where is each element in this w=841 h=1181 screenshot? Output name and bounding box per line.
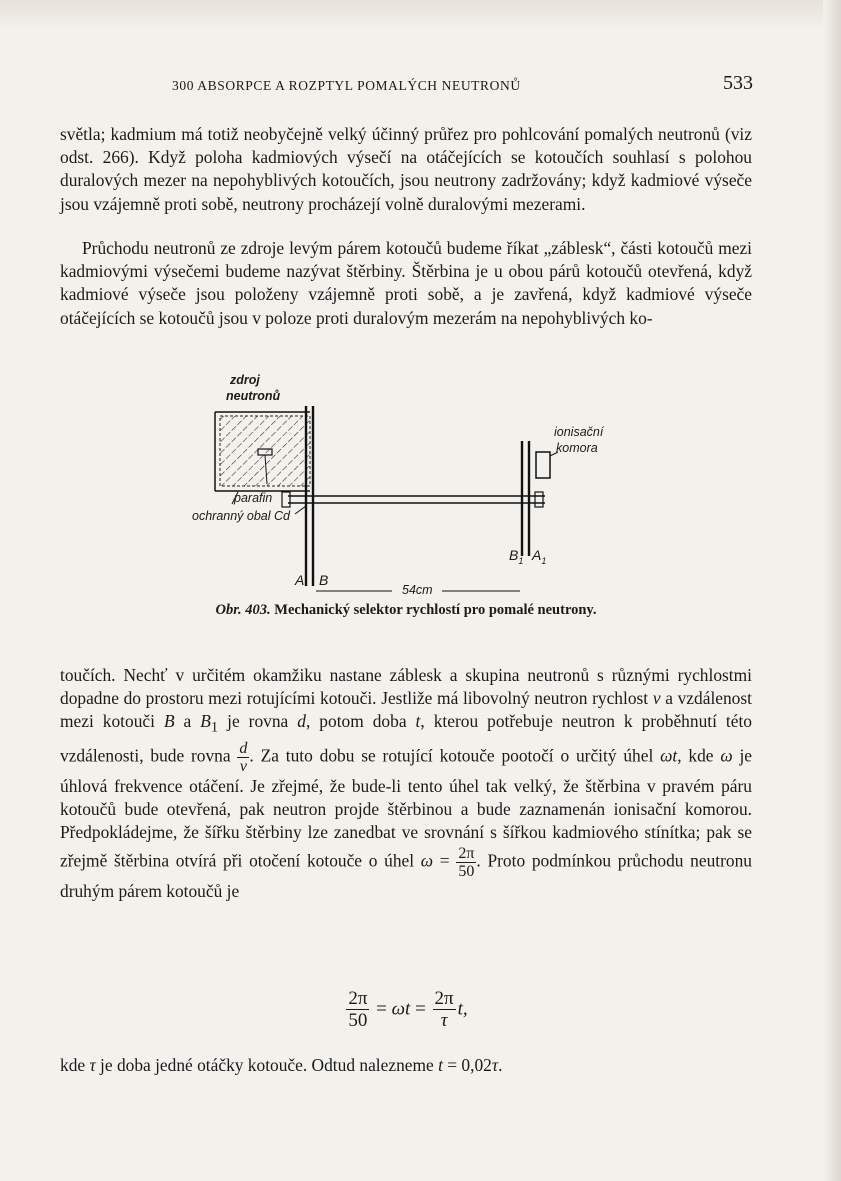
- paragraph-2: Průchodu neutronů ze zdroje levým párem kotoučů budeme říkat „záblesk“, části kotoučů mezi kadmiovými výsečemi budeme nazývat štěrbiny. Štěrbina je u obou párů kotoučů otevřená, když kadmiové výseče jsou položeny vzájemně proti sobě, a je zavřená, když kadmiové výseče otáčejících se kotoučů jsou v poloze proti duralovým mezerám na nepohyblivých ko-: [60, 238, 752, 328]
- shield-leader: [295, 506, 306, 514]
- page-edge-right: [823, 0, 841, 1181]
- label-paraffin: parafin: [234, 491, 273, 505]
- bearing-left: [282, 492, 290, 507]
- fraction-d-over-v: $\frac{d}{v}$: [239, 740, 248, 776]
- formula-tail: t,: [457, 998, 468, 1020]
- bearing-right: [535, 492, 543, 507]
- figure-caption: [60, 602, 752, 619]
- paragraph-4: kde τ je doba jedné otáčky kotouče. Odtud nalezneme t = 0,02τ.: [60, 1055, 503, 1075]
- label-distance: 54cm: [402, 583, 433, 597]
- formula-lhs: $\frac{2\pi}{50}$: [348, 988, 368, 1031]
- caption-text: Mechanický selektor rychlostí pro pomalé neutrony.: [274, 602, 597, 618]
- paragraph-1: světla; kadmium má totiž neobyčejně velký účinný průřez pro pohlcování pomalých neutronů (viz odst. 266). Když poloha kadmiových výsečí na otáčejících se kotoučích souhlasí s polohou duralových mezer na nepohyblivých kotoučích, jsou neutrony zadržovány; když kadmiové výseče jsou vzájemně proti sobě, neutrony procházejí volně duralovými mezerami.: [60, 124, 752, 214]
- formula-eq-2: =: [415, 998, 426, 1020]
- label-disc-B1: $B_1$: [509, 547, 524, 566]
- page-number: 533: [723, 72, 753, 94]
- label-source-1: zdroj: [230, 373, 260, 387]
- figure-velocity-selector: [160, 366, 680, 606]
- label-disc-A1: $A_1$: [532, 547, 547, 566]
- ionisation-chamber: [536, 452, 550, 478]
- paragraph-3: toučích. Nechť v určitém okamžiku nastane záblesk a skupina neutronů s různými rychlostmi dopadne do prostoru mezi rotujícími kotouči. Jestliže má libovolný neutron rychlost v a vzdálenost mezi kotouči B a $B_1$ je rovna d, potom doba t, kterou potřebuje neutron k proběhnutí této vzdálenosti, bude rovna $\frac{d}{v}$ . Za tuto dobu se rotující kotouče pootočí o určitý úhel ωt, kde ω je úhlová frekvence otáčení. Je zřejmé, že bude-li tento úhel tak velký, že štěrbina v pravém páru kotoučů bude otevřená, pak neutron projde štěrbinou a bude zaznamenán ionisační komorou. Předpokládejme, že šířku štěrbiny lze zanedbat ve srovnání s šířkou kadmiového stínítka; pak se zřejmě štěrbina otvírá při otočení kotouče o úhel ω = $\frac{2\pi}{50}$ . Proto podmínkou průchodu neutronu druhým párem kotoučů je: [60, 665, 752, 901]
- page-edge-top: [0, 0, 841, 30]
- display-formula: [60, 988, 752, 1040]
- label-source-2: neutronů: [226, 389, 281, 403]
- paraffin-block: [220, 416, 310, 486]
- formula-mid: ωt: [391, 998, 411, 1020]
- caption-number: Obr. 403.: [215, 602, 271, 618]
- running-title: 300 ABSORPCE A ROZPTYL POMALÝCH NEUTRONŮ: [172, 78, 521, 93]
- label-disc-B: B: [319, 572, 329, 588]
- formula-eq-1: =: [376, 998, 387, 1020]
- fraction-2pi-over-50: $\frac{2\pi}{50}$: [458, 844, 475, 880]
- label-chamber-1: ionisační: [554, 425, 604, 439]
- label-chamber-2: komora: [556, 441, 598, 455]
- formula-rhs: $\frac{2\pi}{\tau}$: [434, 988, 454, 1031]
- label-cd-shield: ochranný obal Cd: [192, 509, 290, 523]
- label-disc-A: A: [295, 572, 305, 588]
